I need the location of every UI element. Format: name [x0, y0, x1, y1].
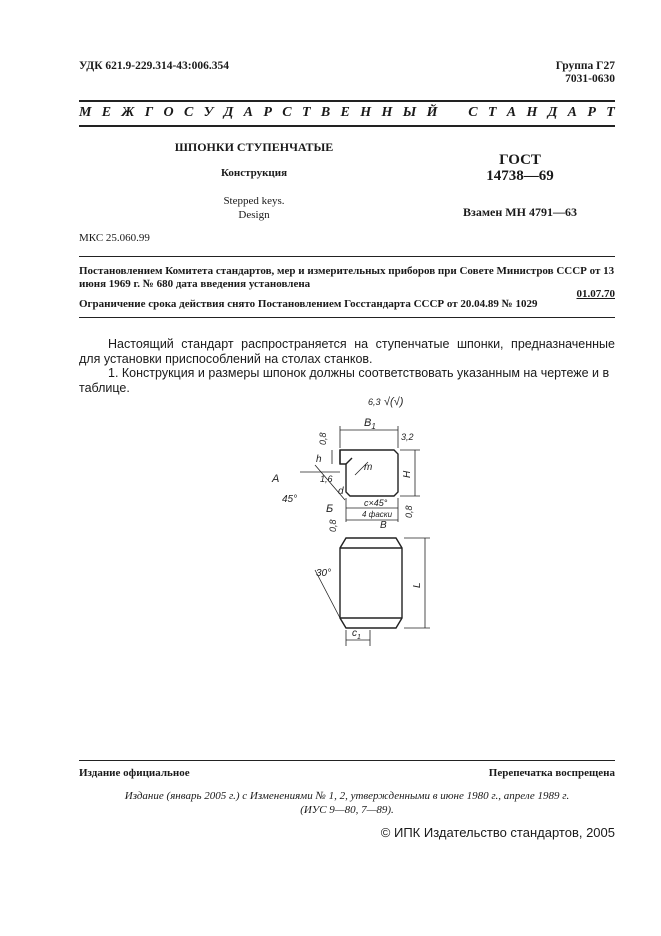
replaces-standard: Взамен МН 4791—63: [463, 205, 577, 219]
body-paragraph-design: 1. Конструкция и размеры шпонок должны соответствовать указанным на чертеже и в таблице.: [79, 366, 610, 395]
header-bottom-rule: [79, 317, 615, 318]
word2-letter: А: [506, 105, 517, 120]
word1-letter: С: [183, 105, 194, 120]
word1-letter: Т: [301, 105, 311, 120]
word1-letter: Р: [263, 105, 272, 120]
front-view-dimensions: [315, 538, 430, 646]
banner-word-gap: [448, 105, 458, 121]
dim-d: d: [338, 486, 344, 497]
gost-label: ГОСТ: [499, 152, 541, 168]
word2-letter: Т: [606, 105, 615, 120]
edition-line1: Издание (январь 2005 г.) с Изменениями № 1, 2, утвержденными в июне 1980 г., апреле 1989 г.: [124, 790, 570, 802]
edition-line2: (ИУС 9—80, 7—89).: [300, 804, 394, 816]
dim-30-deg: 30°: [316, 568, 332, 579]
word1-letter: О: [163, 105, 174, 120]
word1-letter: У: [203, 105, 214, 120]
group-label: Группа Г27: [555, 60, 615, 72]
word1-letter: Г: [144, 105, 154, 120]
key-top-view: [340, 450, 398, 496]
word1-letter: Н: [360, 105, 372, 120]
footer-rule: [79, 760, 615, 761]
section-B: Б: [326, 503, 334, 515]
decree-text: Постановлением Комитета стандартов, мер и измерительных приборов при Совете Министров СССР от 13 июня 1969 г. № 680 дата введения установлена: [79, 265, 615, 290]
dim-b1: [364, 417, 376, 431]
official-edition-label: Издание официальное: [79, 767, 190, 779]
word1-letter: Е: [101, 105, 112, 120]
word1-letter: Д: [223, 105, 234, 120]
word1-letter: В: [320, 105, 331, 120]
chamfer-dim: c×45°: [364, 498, 388, 508]
banner-bottom-rule: [79, 125, 615, 127]
interstate-standard-banner: [79, 105, 615, 121]
dim-H: H: [402, 470, 413, 478]
group-code: [556, 60, 615, 86]
english-title-line2: Design: [238, 209, 270, 221]
banner-top-rule: [79, 100, 615, 102]
dim-1-6: 1,6: [320, 474, 333, 484]
dim-c1: [352, 628, 361, 641]
dim-c1-letter: c: [352, 628, 357, 639]
word2-letter: Т: [487, 105, 497, 120]
word2-letter: Д: [547, 105, 558, 120]
word1-letter: С: [282, 105, 292, 120]
mks-code: МКС 25.060.99: [79, 232, 150, 244]
dim-0-8-right: 0,8: [404, 505, 414, 518]
gost-number: 14738—69: [486, 168, 554, 184]
dim-0-8-left: 0,8: [328, 519, 338, 532]
dim-c1-subscript: 1: [357, 634, 361, 641]
udk-code: УДК 621.9-229.314-43:006.354: [79, 60, 230, 72]
body-paragraph-scope: Настоящий стандарт распространяется на ступенчатые шпонки, предназначенные для установки приспособлений на столах станков.: [79, 337, 615, 366]
edition-info: [79, 789, 615, 817]
standard-title: ШПОНКИ СТУПЕНЧАТЫЕ: [174, 140, 334, 154]
dim-0-8-top: 0,8: [318, 432, 328, 445]
dim-b1-letter: B: [364, 417, 372, 429]
decree-rule: [79, 256, 615, 257]
dim-45-deg: 45°: [282, 494, 298, 505]
stepped-key-drawing: [260, 390, 440, 650]
classifier-code: 7031-0630: [565, 73, 615, 85]
word2-letter: С: [468, 105, 478, 120]
word1-letter: Н: [381, 105, 393, 120]
roughness-value: 6,3: [368, 397, 381, 407]
chamfer-note: 4 фаски: [362, 510, 393, 519]
dim-B: B: [380, 520, 387, 531]
roughness-symbol: √(√): [384, 396, 404, 408]
word1-letter: М: [79, 105, 92, 120]
section-A: А: [272, 473, 280, 485]
limitation-text: Ограничение срока действия снято Постановлением Госстандарта СССР от 20.04.89 № 1029: [79, 298, 538, 310]
dim-m: m: [364, 462, 373, 473]
word1-letter: Ж: [121, 105, 135, 120]
word1-letter: Й: [426, 105, 438, 120]
word1-letter: А: [243, 105, 254, 120]
english-title-line1: Stepped keys.: [223, 195, 285, 207]
gost-number-block: [455, 152, 585, 184]
standard-subtitle: Конструкция: [220, 167, 288, 179]
copyright: © ИПК Издательство стандартов, 2005: [380, 825, 615, 840]
word2-letter: А: [567, 105, 577, 120]
dim-3-2: 3,2: [401, 432, 414, 442]
dim-h: h: [316, 454, 322, 465]
introduction-date: 01.07.70: [576, 288, 615, 300]
word1-letter: Е: [340, 105, 350, 120]
reprint-prohibited-label: Перепечатка воспрещена: [488, 767, 615, 779]
dim-b1-subscript: 1: [371, 422, 376, 431]
word2-letter: Р: [587, 105, 596, 120]
word1-letter: Ы: [402, 105, 417, 120]
key-front-view: [340, 538, 402, 628]
english-title: [160, 194, 348, 222]
word2-letter: Н: [526, 105, 538, 120]
dim-L: L: [412, 582, 423, 588]
